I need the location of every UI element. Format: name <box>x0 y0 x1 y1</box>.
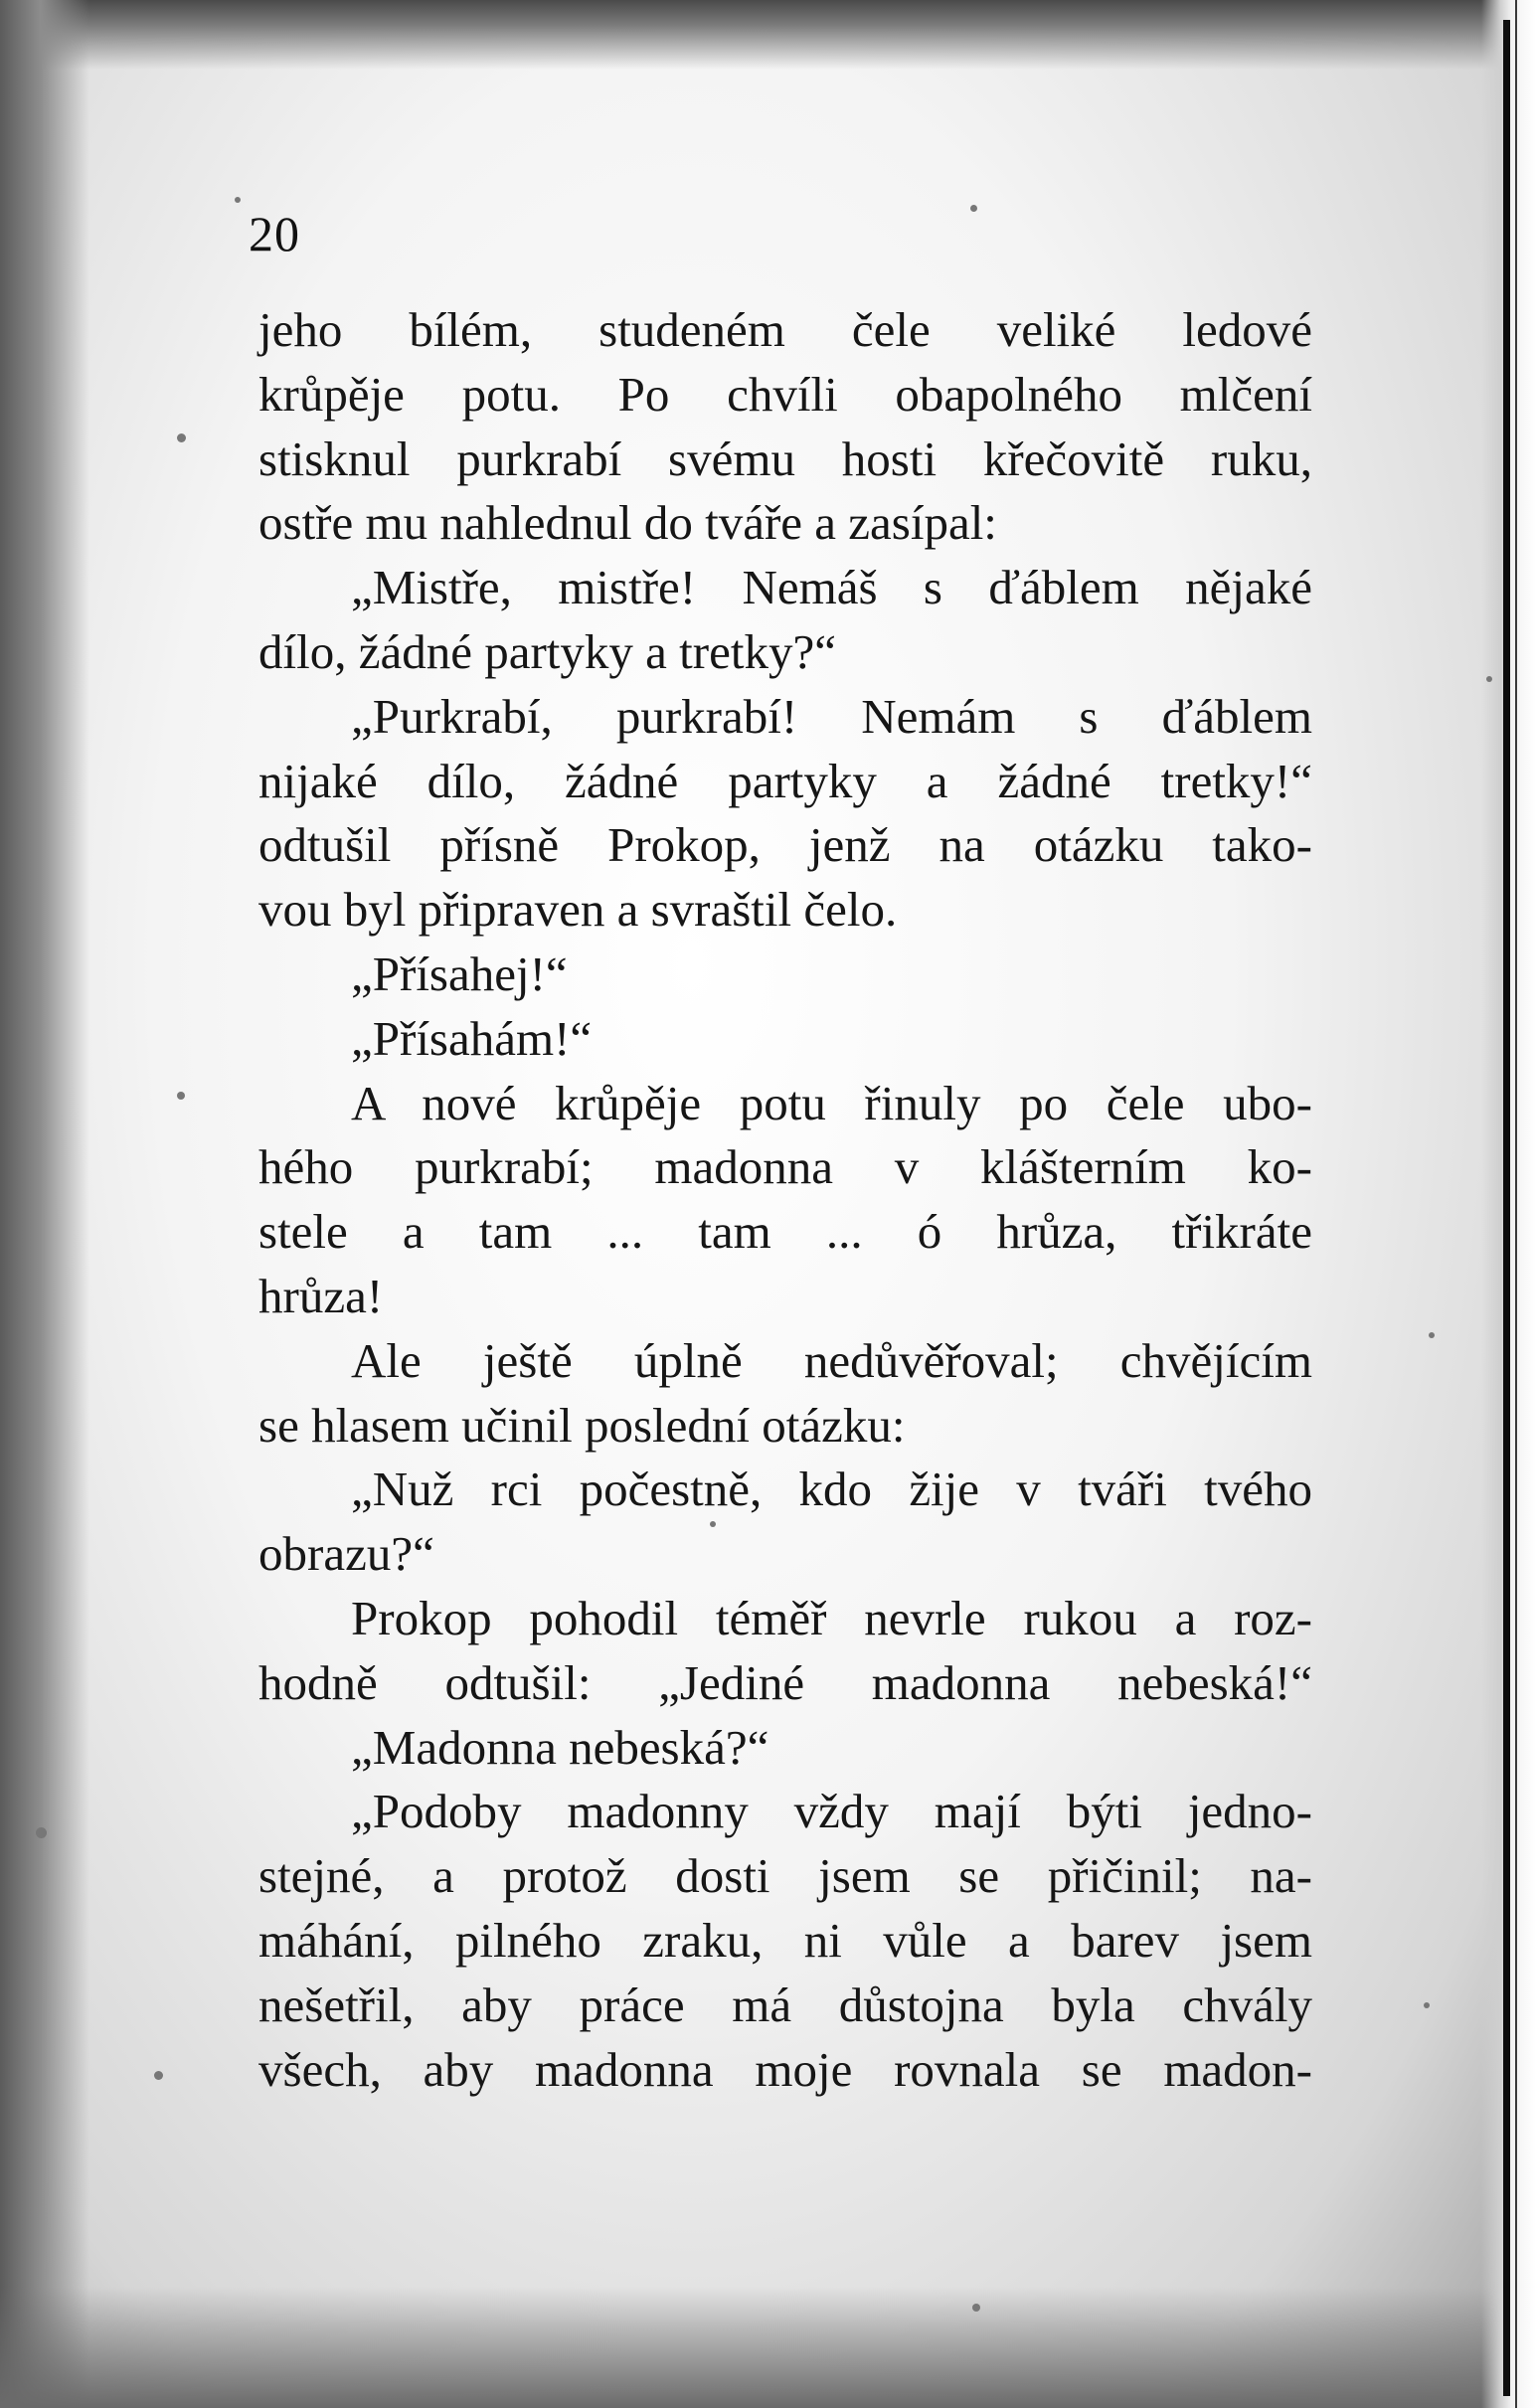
dust-speck <box>1486 676 1492 682</box>
text-line: Prokop pohodil téměř nevrle rukou a roz- <box>351 1590 1312 1645</box>
page-shadow-top <box>0 0 1536 70</box>
dust-speck <box>970 205 977 212</box>
page-shadow-bottom <box>0 2287 1536 2408</box>
page-number: 20 <box>249 206 300 261</box>
text-line: „Madonna nebeská?“ <box>351 1719 769 1775</box>
text-line: obrazu?“ <box>258 1526 434 1582</box>
dust-speck <box>154 2071 163 2080</box>
text-line: „Přísahej!“ <box>351 946 568 1001</box>
page-border-line <box>1503 20 1510 2396</box>
text-line: nešetřil, aby práce má důstojna byla chvály <box>258 1977 1312 2032</box>
text-line: dílo, žádné partyky a tretky?“ <box>258 623 836 679</box>
text-line: „Podoby madonny vždy mají býti jedno- <box>351 1784 1312 1839</box>
page-border-line-thin <box>1515 0 1517 2408</box>
text-line: vou byl připraven a svraštil čelo. <box>258 882 898 938</box>
page-shadow-left <box>0 0 89 2408</box>
text-line: hého purkrabí; madonna v klášterním ko- <box>258 1139 1312 1195</box>
text-line: stisknul purkrabí svému hosti křečovitě ruku, <box>258 430 1312 486</box>
text-line: nijaké dílo, žádné partyky a žádné tretky!“ <box>258 753 1312 808</box>
text-line: A nové krůpěje potu řinuly po čele ubo- <box>351 1075 1312 1130</box>
text-line: ostře mu nahlednul do tváře a zasípal: <box>258 495 997 551</box>
text-line: „Purkrabí, purkrabí! Nemám s ďáblem <box>351 688 1312 744</box>
text-line: „Přísahám!“ <box>351 1010 593 1066</box>
text-line: hodně odtušil: „Jediné madonna nebeská!“ <box>258 1654 1312 1710</box>
dust-speck <box>1424 2002 1430 2008</box>
dust-speck <box>972 2304 980 2312</box>
text-line: Ale ještě úplně nedůvěřoval; chvějícím <box>351 1332 1312 1388</box>
dust-speck <box>1429 1332 1435 1338</box>
text-line: „Mistře, mistře! Nemáš s ďáblem nějaké <box>351 560 1312 615</box>
text-line: odtušil přísně Prokop, jenž na otázku tako- <box>258 817 1312 873</box>
text-line: jeho bílém, studeném čele veliké ledové <box>258 302 1312 357</box>
page-text <box>258 298 1312 2102</box>
text-line: krůpěje potu. Po chvíli obapolného mlčení <box>258 366 1312 422</box>
text-line: stele a tam ... tam ... ó hrůza, třikráte <box>258 1204 1312 1260</box>
text-line: „Nuž rci počestně, kdo žije v tváři tvého <box>351 1462 1312 1517</box>
dust-speck <box>177 433 186 442</box>
dust-speck <box>177 1092 185 1100</box>
text-line: všech, aby madonna moje rovnala se madon- <box>258 2041 1312 2097</box>
text-line: stejné, a protož dosti jsem se přičinil; na- <box>258 1848 1312 1904</box>
dust-speck <box>235 197 241 203</box>
text-line: se hlasem učinil poslední otázku: <box>258 1397 906 1453</box>
dust-speck <box>36 1827 47 1838</box>
text-line: máhání, pilného zraku, ni vůle a barev jsem <box>258 1912 1312 1968</box>
text-line: hrůza! <box>258 1268 384 1323</box>
